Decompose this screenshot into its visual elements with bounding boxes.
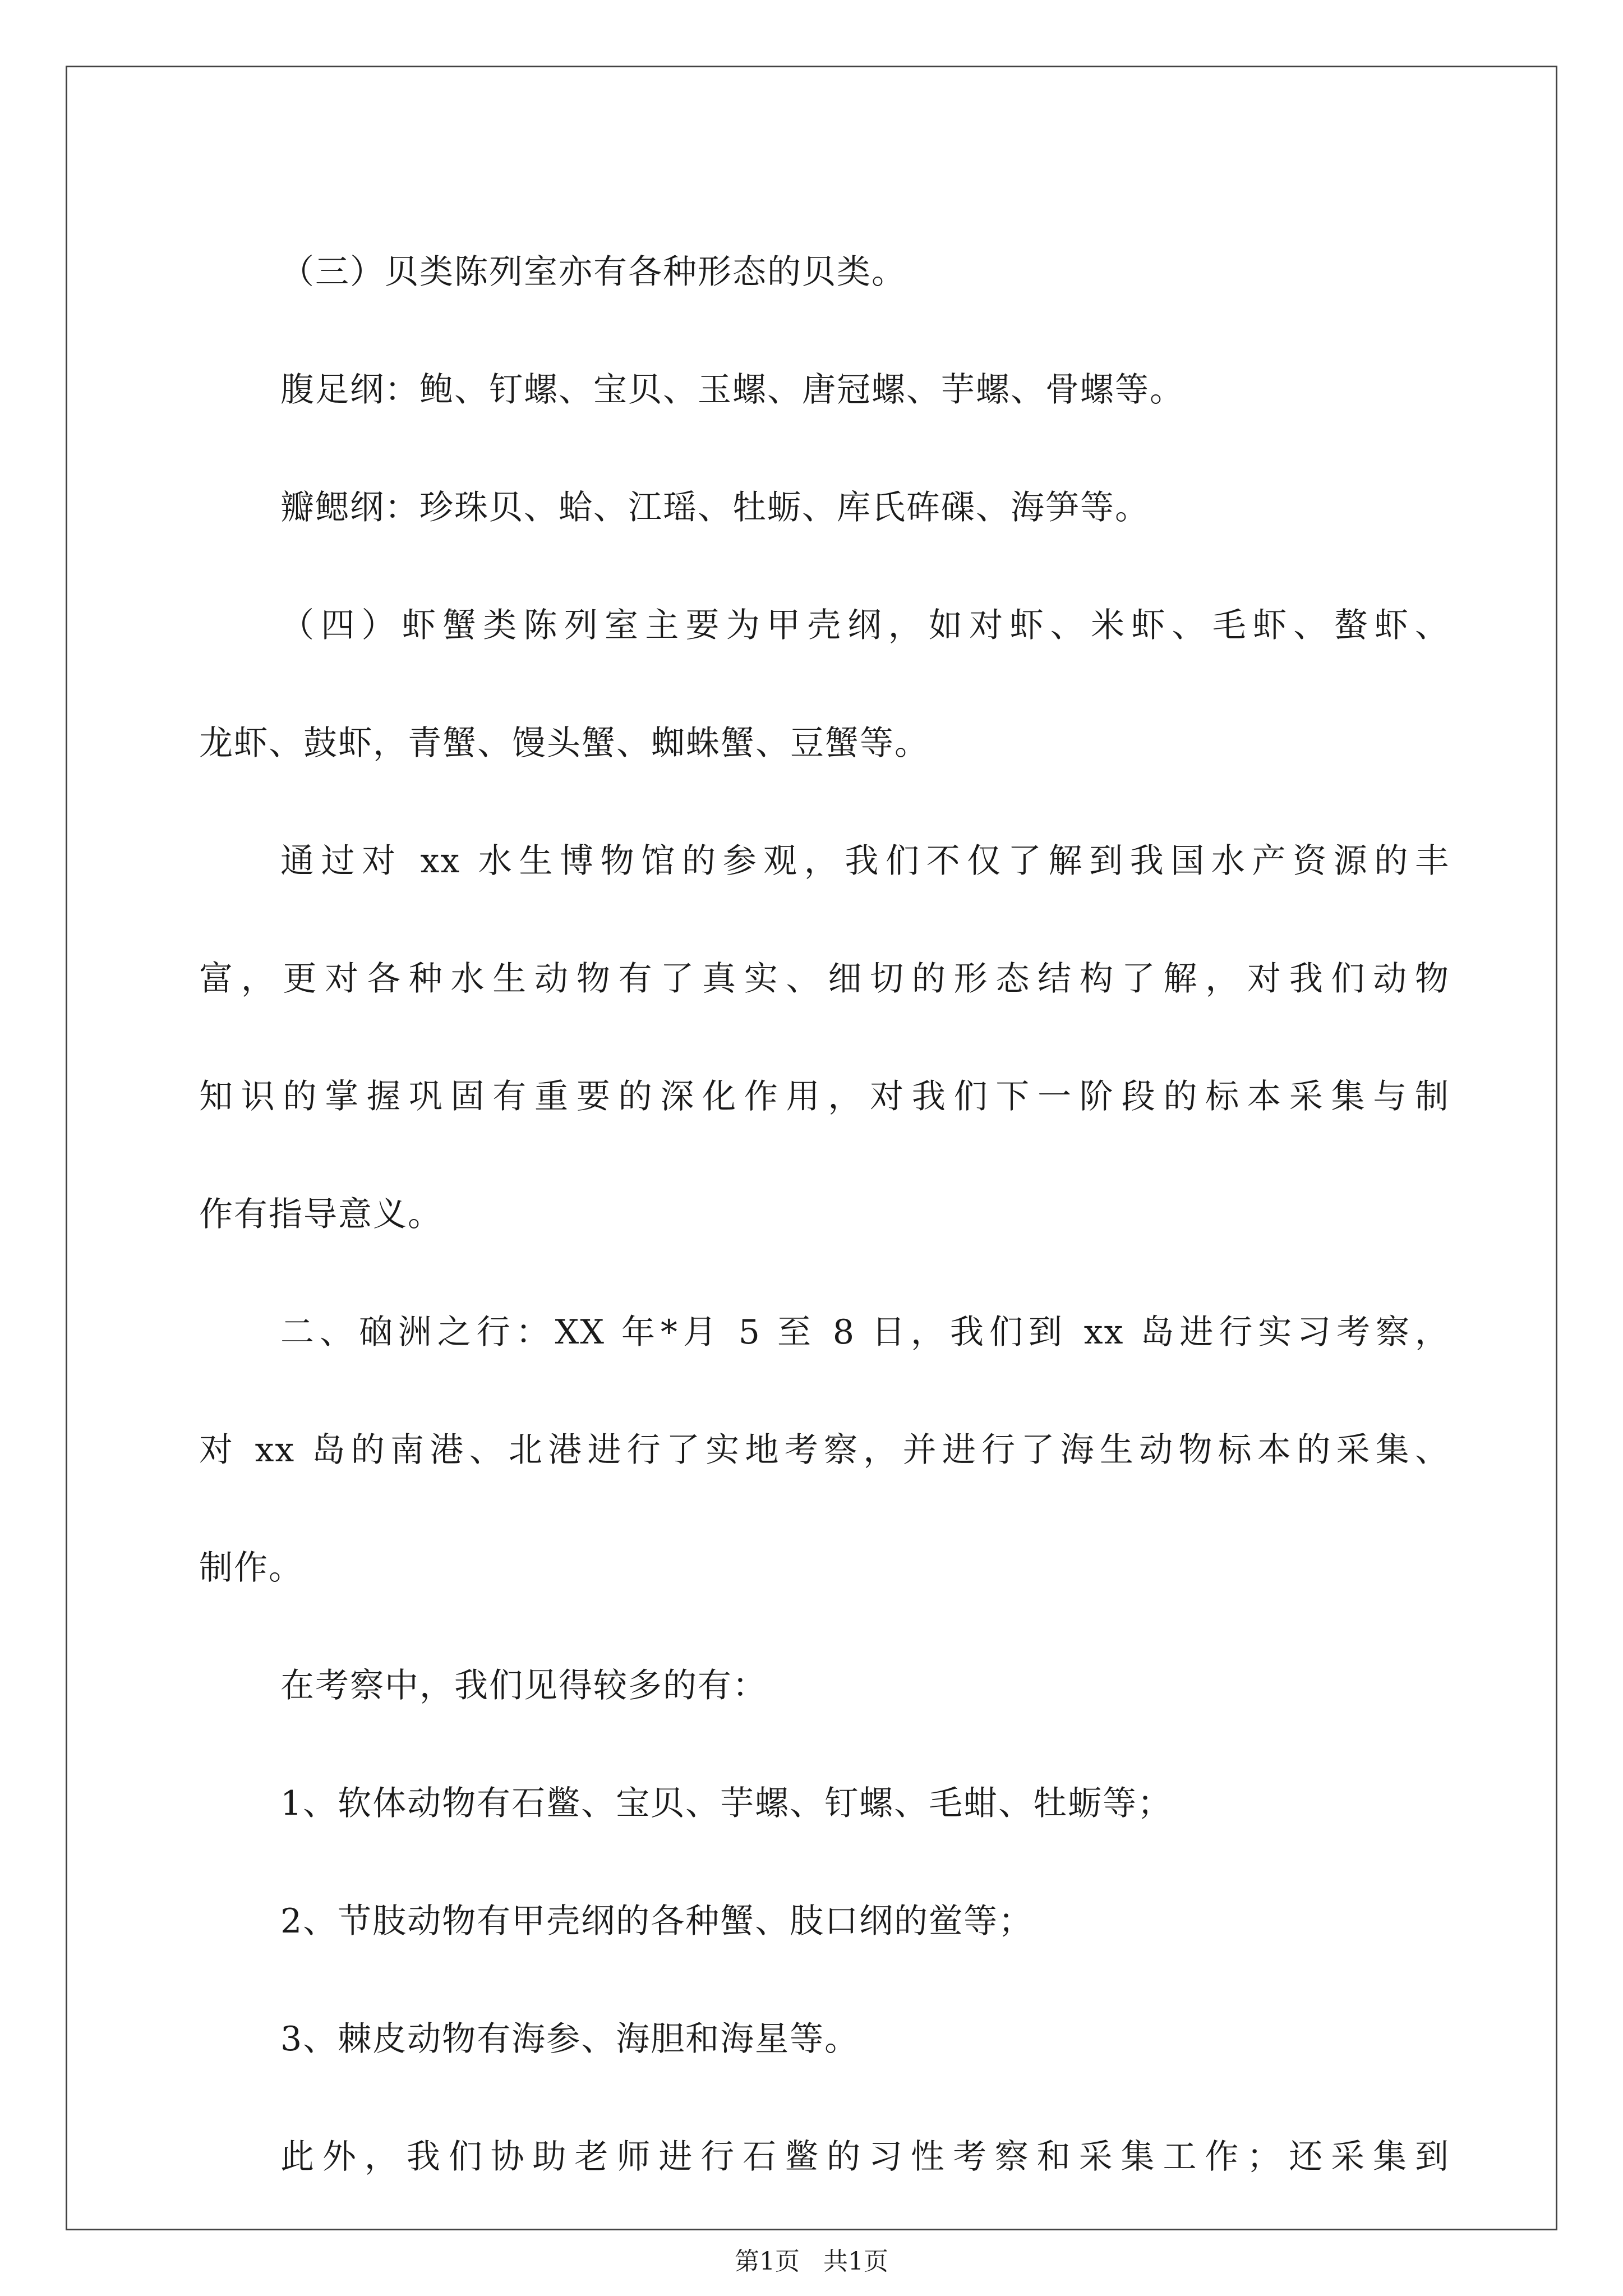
paragraph-line: （三）贝类陈列室亦有各种形态的贝类。 (280, 252, 906, 292)
paragraph-line: 龙虾、鼓虾，青蟹、馒头蟹、蜘蛛蟹、豆蟹等。 (199, 724, 929, 763)
paragraph-line: 富，更对各种水生动物有了真实、细切的形态结构了解，对我们动物 (199, 959, 1450, 999)
page-footer (0, 2241, 1623, 2277)
paragraph-line: 3、棘皮动物有海参、海胆和海星等。 (280, 2019, 860, 2059)
paragraph-line: 2、节肢动物有甲壳纲的各种蟹、肢口纲的鲎等； (280, 1902, 1034, 1941)
paragraph-line: 二、硇洲之行：XX 年*月 5 至 8 日，我们到 xx 岛进行实习考察， (280, 1313, 1450, 1352)
paragraph-line: 作有指导意义。 (199, 1195, 442, 1234)
paragraph-line: 1、软体动物有石鳖、宝贝、芋螺、钉螺、毛蚶、牡蛎等； (280, 1784, 1173, 1823)
paragraph-line: 对 xx 岛的南港、北港进行了实地考察，并进行了海生动物标本的采集、 (199, 1430, 1450, 1470)
paragraph-line: 此外，我们协助老师进行石鳖的习性考察和采集工作；还采集到 (280, 2137, 1450, 2177)
page-number: 第1页 (735, 2247, 800, 2276)
paragraph-line: （四）虾蟹类陈列室主要为甲壳纲，如对虾、米虾、毛虾、螯虾、 (280, 606, 1450, 645)
page-total: 共1页 (823, 2247, 888, 2276)
paragraph-line: 瓣鳃纲：珍珠贝、蛤、江瑶、牡蛎、库氏砗磲、海笋等。 (280, 488, 1150, 527)
paragraph-line: 腹足纲：鲍、钉螺、宝贝、玉螺、唐冠螺、芋螺、骨螺等。 (280, 370, 1184, 409)
document-body (199, 213, 1450, 2216)
paragraph-line: 制作。 (199, 1548, 303, 1588)
paragraph-line: 知识的掌握巩固有重要的深化作用，对我们下一阶段的标本采集与制 (199, 1077, 1450, 1116)
paragraph-line: 在考察中，我们见得较多的有： (280, 1666, 767, 1705)
paragraph-line: 通过对 xx 水生博物馆的参观，我们不仅了解到我国水产资源的丰 (280, 841, 1450, 881)
